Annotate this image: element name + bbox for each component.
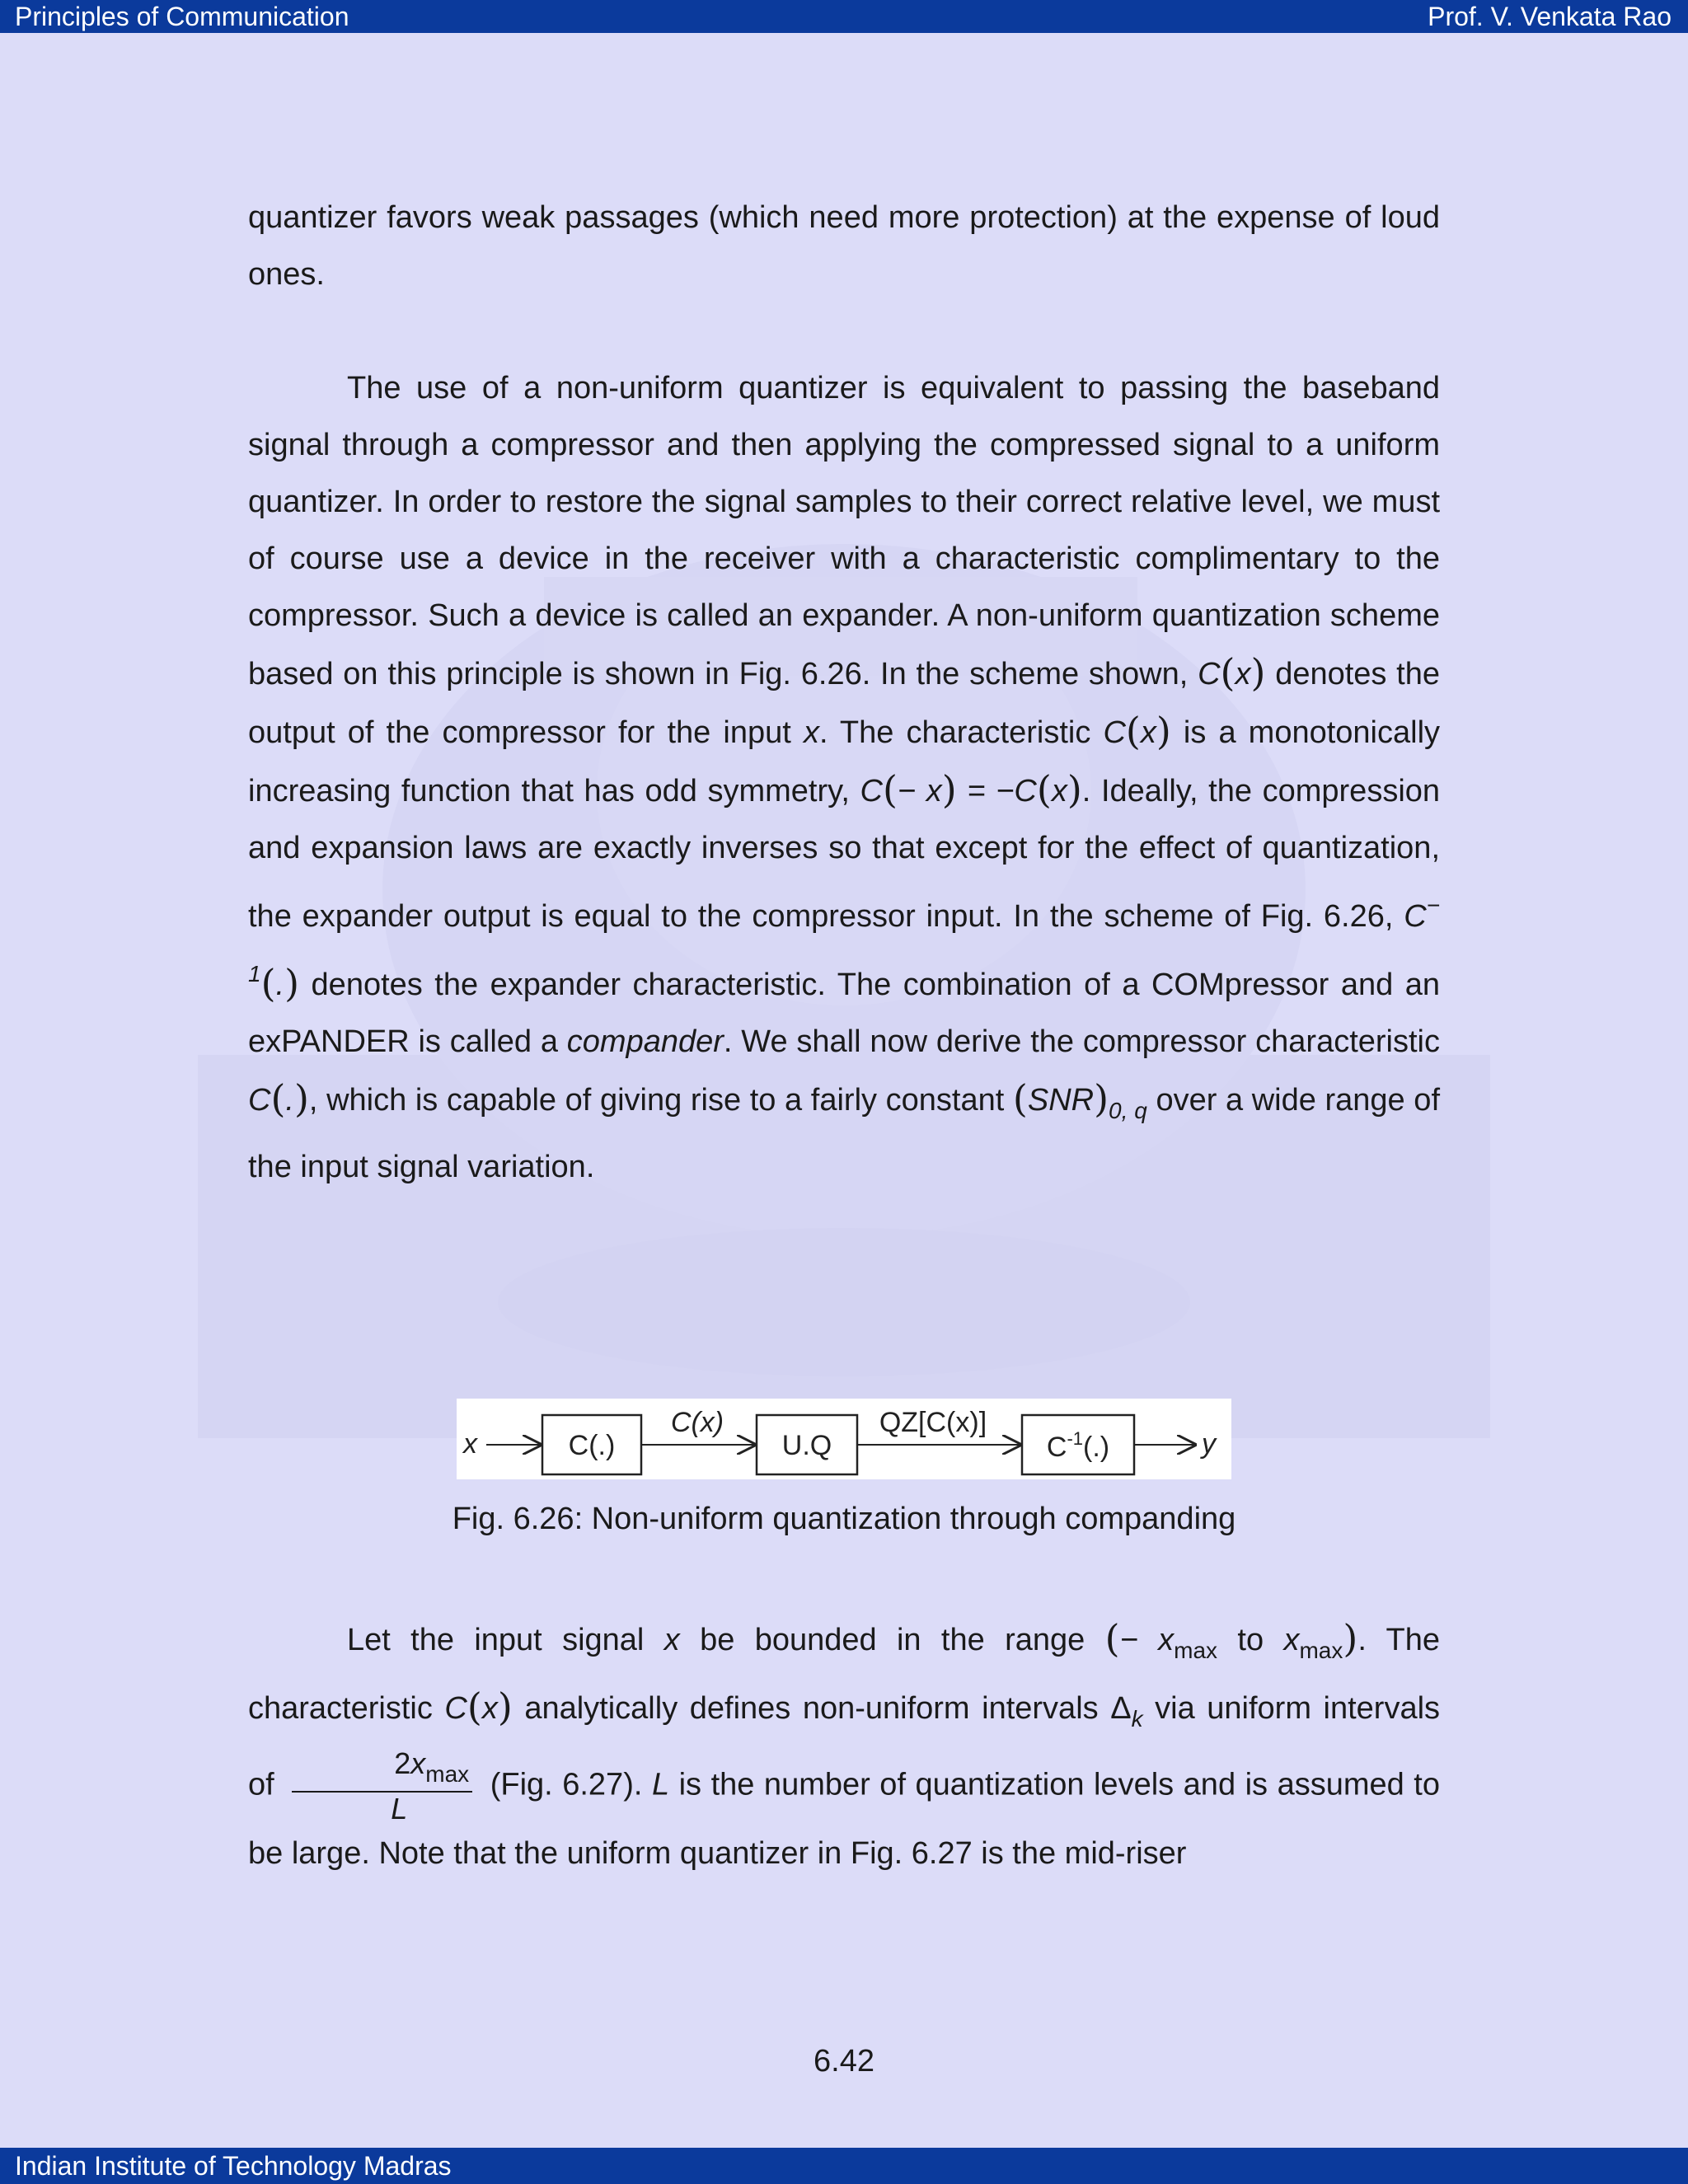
body-text [248, 190, 1440, 1196]
signal-qz-label: QZ[C(x)] [879, 1407, 987, 1438]
figure-output-label: y [1202, 1428, 1216, 1460]
header-bar [0, 0, 1688, 33]
figure-6-26 [457, 1399, 1231, 1479]
header-title: Principles of Communication [15, 2, 349, 31]
body-text-2 [248, 1610, 1440, 1882]
figure-caption: Fig. 6.26: Non-uniform quantization through companding [452, 1502, 1236, 1536]
quantizer-label: U.Q [781, 1430, 832, 1461]
paragraph-3: Let the input signal x be bounded in the range (− $x_{max}$ to $x_{max}$). The characteristic C(x) analytically defines non-uniform intervals $\Delta_k$ via uniform intervals of $\frac{2x_{max}}{L}$ (Fig. 6.27). L is the number of quantization levels and is assumed to be large. Note that the uniform quantizer in Fig. 6.27 is the mid-riser [248, 1616, 1441, 1871]
expander-label: $C^{-1}(.)$ [1046, 1428, 1110, 1463]
signal-cx-label: C(x) [670, 1407, 724, 1438]
compressor-label: C(.) [568, 1430, 616, 1461]
paragraph-1: quantizer favors weak passages (which need more protection) at the expense of loud ones. [248, 200, 1440, 292]
footer-bar [0, 2148, 1688, 2184]
figure-input-label: x [463, 1428, 477, 1460]
paragraph-2: The use of a non-uniform quantizer is equivalent to passing the baseband signal through a compressor and then applying the compressed signal to a uniform quantizer. In order to restore the signal samples to their correct relative level, we must of course use a device in the receiver with a characteristic complimentary to the compressor. Such a device is called an expander. A non-uniform quantization scheme based on this principle is shown in Fig. 6.26. In the scheme shown, C(x) denotes the output of the compressor for the input x. The characteristic C(x) is a monotonically increasing function that has odd symmetry, C(− x) = −C(x). Ideally, the compression and expansion laws are exactly inverses so that except for the effect of quantization, the expander output is equal to the compressor input. In the scheme of Fig. 6.26, $C^{- 1}(.)$ denotes the expander characteristic. The combination of a COMpressor and an exPANDER is called a compander. We shall now derive the compressor characteristic C(.), which is capable of giving rise to a fairly constant $(SNR)_{0, q}$ over a wide range of the input signal variation. [248, 371, 1441, 1184]
footer-institute: Indian Institute of Technology Madras [15, 2151, 452, 2181]
page-number: 6.42 [814, 2044, 874, 2079]
fraction-2xmax-over-L: $\frac{2x_{max}}{L}$ [292, 1747, 472, 1825]
header-author: Prof. V. Venkata Rao [1428, 2, 1672, 31]
